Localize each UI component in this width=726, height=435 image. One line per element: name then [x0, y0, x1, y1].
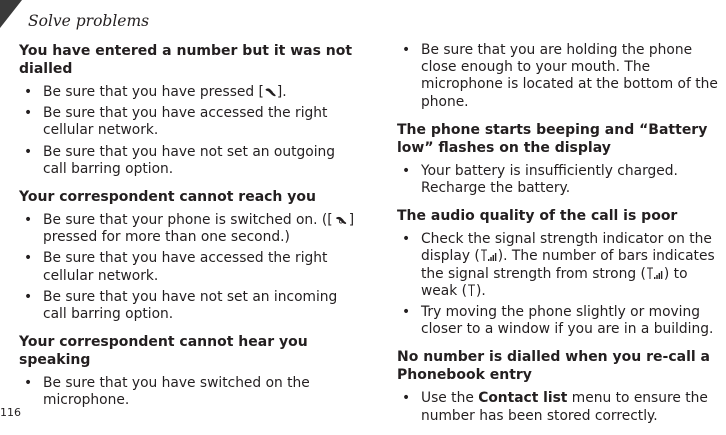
- list-item-text: ). The number of bars indicates the signal strength from strong (: [421, 248, 715, 282]
- list-item: [19, 375, 361, 409]
- bullet: •: [402, 390, 411, 407]
- bullet-list: [19, 212, 361, 323]
- bullet-list: [397, 390, 726, 424]
- signal-strong-icon: [480, 249, 498, 262]
- page-number: 116: [0, 406, 21, 419]
- signal-weak-icon: [467, 284, 476, 297]
- signal-strong-icon: [646, 267, 664, 280]
- list-item: [397, 304, 726, 338]
- list-item-text: Try moving the phone slightly or moving closer to a window if you are in a building.: [421, 304, 714, 338]
- list-item: [397, 231, 726, 300]
- section-title: No number is dialled when you re-call a Phonebook entry: [397, 349, 710, 384]
- header-bar: [0, 0, 726, 38]
- left-column: [19, 42, 361, 420]
- list-item-text: ] pressed for more than one second.): [43, 212, 355, 246]
- bullet: •: [402, 304, 411, 321]
- bullet-list: [397, 231, 726, 338]
- list-item-text: Check the signal strength indicator on the display (: [421, 231, 712, 265]
- section-not-dialled: [19, 42, 361, 178]
- bullet: •: [402, 162, 411, 179]
- list-item-text: Use the: [421, 390, 479, 407]
- bullet: •: [402, 42, 411, 58]
- bullet-list: [19, 84, 361, 178]
- section-phonebook-recall: [397, 348, 726, 424]
- section-battery-low: [397, 121, 726, 197]
- bullet: •: [24, 105, 33, 122]
- list-item: [19, 144, 361, 178]
- bullet: •: [24, 250, 33, 267]
- section-continued: [397, 42, 726, 111]
- menu-name: Contact list: [478, 390, 568, 407]
- section-title: Your correspondent cannot hear you speaking: [19, 334, 308, 369]
- section-title: The phone starts beeping and “Battery low” flashes on the display: [397, 121, 708, 156]
- section-title: Your correspondent cannot reach you: [19, 189, 316, 206]
- list-item: [19, 84, 361, 101]
- list-item-text: Be sure that your phone is switched on. ([: [43, 212, 333, 229]
- list-item-text: menu to ensure the number has been stored correctly.: [421, 390, 708, 424]
- dial-key-icon: [264, 85, 277, 98]
- list-item: [19, 105, 361, 139]
- list-item-text: ].: [276, 84, 287, 100]
- section-cannot-hear: [19, 333, 361, 409]
- section-title: You have entered a number but it was not dialled: [19, 43, 353, 77]
- list-item: [397, 163, 726, 197]
- list-item-text: Be sure that you are holding the phone close enough to your mouth. The microphone is located at the bottom of the phone.: [421, 42, 718, 110]
- list-item: [397, 42, 726, 111]
- list-item-text: Be sure that you have accessed the right cellular network.: [43, 105, 328, 139]
- bullet: •: [24, 288, 33, 305]
- bullet-list: [397, 163, 726, 197]
- section-title: The audio quality of the call is poor: [397, 208, 678, 225]
- list-item-text: Be sure that you have not set an incoming call barring option.: [43, 288, 338, 323]
- list-item: [397, 390, 726, 424]
- section-cannot-reach: [19, 188, 361, 323]
- list-item-text: ) to weak (: [421, 265, 688, 299]
- section-audio-quality: [397, 207, 726, 338]
- list-item: [19, 212, 361, 246]
- list-item: [19, 250, 361, 284]
- bullet: •: [402, 231, 411, 248]
- power-key-icon: [333, 213, 349, 226]
- bullet-list: [19, 375, 361, 409]
- bullet: •: [24, 84, 33, 100]
- list-item-text: Be sure that you have pressed [: [43, 84, 264, 100]
- bullet-list: [397, 42, 726, 111]
- list-item-text: Be sure that you have not set an outgoing call barring option.: [43, 143, 336, 177]
- list-item: [19, 289, 361, 323]
- list-item-text: Be sure that you have accessed the right cellular network.: [43, 250, 328, 284]
- bullet: •: [24, 375, 33, 392]
- page-header-title: Solve problems: [28, 12, 150, 30]
- list-item-text: Your battery is insufficiently charged. Recharge the battery.: [421, 162, 678, 197]
- list-item-text: ).: [476, 282, 486, 299]
- right-column: [397, 42, 726, 435]
- list-item-text: Be sure that you have switched on the microphone.: [43, 375, 310, 409]
- bullet: •: [24, 143, 33, 160]
- bullet: •: [24, 212, 33, 229]
